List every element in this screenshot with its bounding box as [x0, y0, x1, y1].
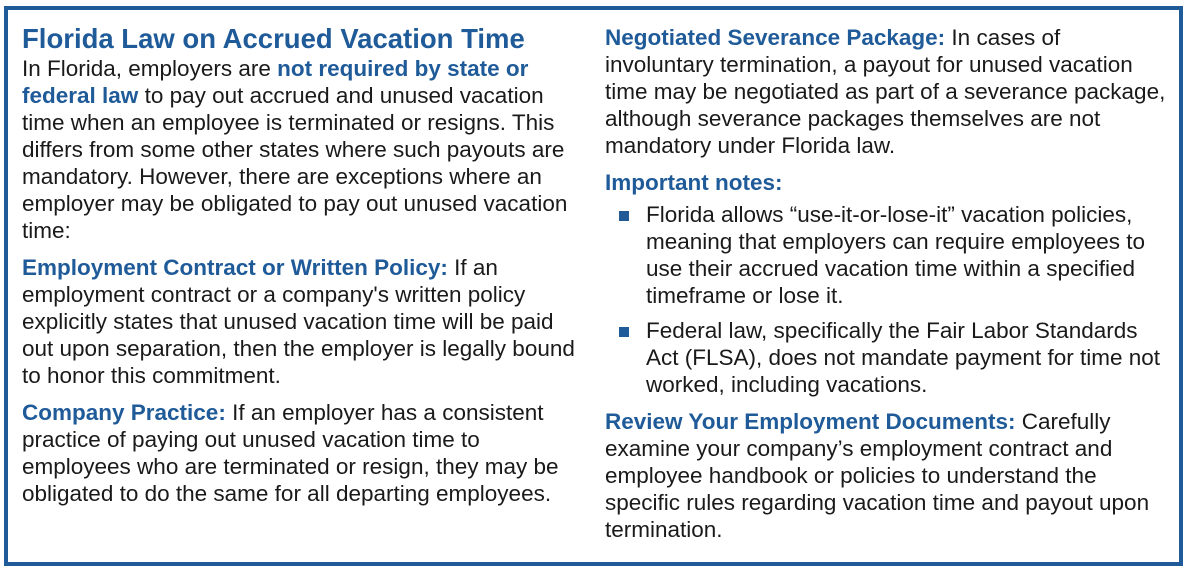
contract-heading: Employment Contract or Written Policy:	[22, 255, 448, 280]
review-heading: Review Your Employment Documents:	[605, 409, 1016, 434]
left-column	[22, 24, 590, 517]
right-column	[605, 24, 1170, 553]
contract-paragraph	[22, 254, 590, 389]
intro-highlight: not required by state or federal law	[22, 56, 529, 108]
intro-text-before: In Florida, employers are	[22, 56, 278, 81]
contract-text: If an employment contract or a company's written policy explicitly states that unused vacation time will be paid out upon separation, then the employer is legally bound to honor this commitment.	[22, 255, 575, 388]
square-bullet-icon	[619, 211, 629, 221]
list-item	[605, 201, 1170, 309]
practice-paragraph	[22, 399, 590, 507]
intro-text-after: to pay out accrued and unused vacation time when an employee is terminated or resigns. This differs from some other states where such payouts are mandatory. However, there are exceptions where an employer may be obligated to pay out unused vacation time:	[22, 83, 568, 243]
list-item	[605, 317, 1170, 398]
severance-text: In cases of involuntary termination, a payout for unused vacation time may be negotiated as part of a severance package, although severance packages themselves are not mandatory under Florida law.	[605, 25, 1166, 158]
square-bullet-icon	[619, 327, 629, 337]
review-text: Carefully examine your company’s employment contract and employee handbook or policies to understand the specific rules regarding vacation time and payout upon termination.	[605, 409, 1150, 542]
practice-heading: Company Practice:	[22, 400, 226, 425]
review-paragraph	[605, 408, 1170, 543]
intro-paragraph	[22, 55, 590, 244]
info-box	[4, 6, 1183, 566]
practice-text: If an employer has a consistent practice of paying out unused vacation time to employees who are terminated or resign, they may be obligated to do the same for all departing employees.	[22, 400, 559, 506]
notes-list	[605, 201, 1170, 398]
severance-heading: Negotiated Severance Package:	[605, 25, 946, 50]
notes-title: Important notes:	[605, 170, 783, 195]
page-title: Florida Law on Accrued Vacation Time	[22, 23, 525, 54]
note-text: Federal law, specifically the Fair Labor Standards Act (FLSA), does not mandate payment for time not worked, including vacations.	[646, 318, 1160, 397]
severance-paragraph	[605, 24, 1170, 159]
note-text: Florida allows “use-it-or-lose-it” vacation policies, meaning that employers can require employees to use their accrued vacation time within a specified timeframe or lose it.	[646, 202, 1146, 308]
